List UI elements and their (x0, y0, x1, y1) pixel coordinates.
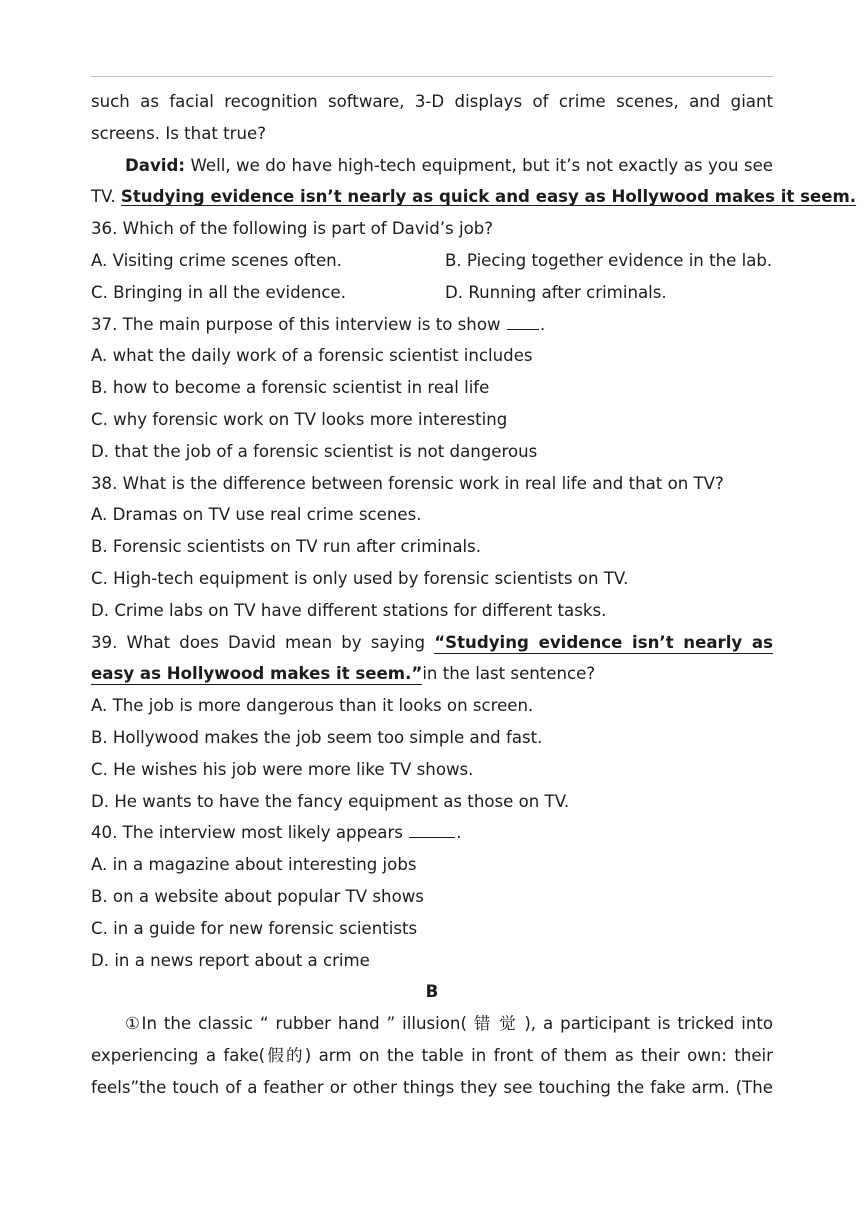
intro-line-1: such as facial recognition software, 3-D displays of crime scenes, and giant (91, 92, 773, 111)
question-40 (91, 817, 773, 849)
answer-blank (409, 818, 455, 838)
q36-option-b: B. Piecing together evidence in the lab. (445, 250, 773, 270)
q36-options-row-1 (91, 245, 773, 277)
passage-b-line-1: ①In the classic “ rubber hand ” illusion( 错 觉 ), a participant is tricked into (125, 1014, 773, 1034)
q38-option-c: C. High-tech equipment is only used by forensic scientists on TV. (91, 568, 629, 588)
q40-stem-end: . (456, 823, 462, 843)
q40-option-b: B. on a website about popular TV shows (91, 886, 424, 906)
section-b-heading: B (425, 982, 439, 1002)
q37-option-d: D. that the job of a forensic scientist is not dangerous (91, 441, 538, 461)
q39-option-c: C. He wishes his job were more like TV shows. (91, 759, 474, 779)
passage-b-line-3: feels”the touch of a feather or other things they see touching the fake arm. (The (91, 1077, 773, 1097)
q40-option-d: D. in a news report about a crime (91, 950, 370, 970)
q37-option-c: C. why forensic work on TV looks more interesting (91, 409, 508, 429)
q36-option-a: A. Visiting crime scenes often. (91, 250, 342, 270)
david-answer-line-1 (91, 150, 773, 182)
question-39-line-1 (91, 627, 773, 659)
q39-quote-part-1: “Studying evidence isn’t nearly as (91, 633, 773, 659)
question-36: 36. Which of the following is part of David’s job? (91, 219, 494, 239)
q39-option-a: A. The job is more dangerous than it looks on screen. (91, 696, 534, 716)
q39-stem: 39. What does David mean by saying (91, 632, 435, 652)
question-37 (91, 309, 773, 341)
q37-option-a: A. what the daily work of a forensic scientist includes (91, 346, 533, 366)
question-38: 38. What is the difference between forensic work in real life and that on TV? (91, 473, 724, 493)
q39-option-b: B. Hollywood makes the job seem too simple and fast. (91, 727, 543, 747)
answer-key-sentence: Studying evidence isn’t nearly as quick and easy as Hollywood makes it seem. (120, 187, 857, 207)
q39-option-d: D. He wants to have the fancy equipment as those on TV. (91, 791, 570, 811)
q36-option-c: C. Bringing in all the evidence. (91, 282, 347, 302)
header-divider (91, 76, 773, 77)
q36-options-row-2 (91, 277, 773, 309)
answer-blank (507, 310, 539, 330)
q40-option-c: C. in a guide for new forensic scientists (91, 918, 418, 938)
question-39-line-2 (91, 658, 773, 690)
q38-option-b: B. Forensic scientists on TV run after criminals. (91, 537, 482, 557)
intro-line-2: screens. Is that true? (91, 123, 267, 143)
q37-stem: 37. The main purpose of this interview is to show (91, 314, 506, 334)
passage-b-line-2: experiencing a fake(假的) arm on the table in front of them as their own: their (91, 1045, 773, 1065)
q40-stem: 40. The interview most likely appears (91, 823, 409, 843)
q36-option-d: D. Running after criminals. (445, 282, 667, 302)
q39-quote-part-2: easy as Hollywood makes it seem.” (91, 664, 423, 684)
q39-stem-end: in the last sentence? (422, 664, 596, 684)
q40-option-a: A. in a magazine about interesting jobs (91, 855, 417, 875)
speaker-label: David: (125, 155, 185, 175)
exam-page (91, 86, 857, 1104)
q37-stem-end: . (539, 314, 546, 334)
q38-option-d: D. Crime labs on TV have different stations for different tasks. (91, 600, 607, 620)
answer-tv: TV. (91, 187, 121, 207)
answer-text: Well, we do have high-tech equipment, but it’s not exactly as you see (190, 155, 773, 175)
david-answer-line-2 (91, 181, 857, 213)
q38-option-a: A. Dramas on TV use real crime scenes. (91, 505, 422, 525)
q37-option-b: B. how to become a forensic scientist in real life (91, 378, 490, 398)
